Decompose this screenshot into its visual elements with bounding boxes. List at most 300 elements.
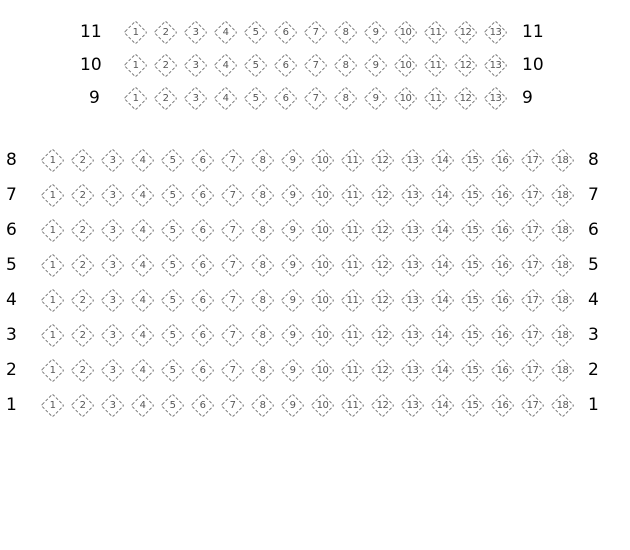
seat-button[interactable]: [40, 218, 64, 242]
seat-button[interactable]: [280, 253, 304, 277]
seat-button[interactable]: [280, 218, 304, 242]
seat-button[interactable]: [423, 53, 447, 77]
seat-button[interactable]: [333, 53, 357, 77]
seat-button[interactable]: [183, 20, 207, 44]
seat-number: 13: [406, 330, 419, 341]
seat-button[interactable]: [340, 393, 364, 417]
seat-number: 10: [316, 400, 329, 411]
seat-button[interactable]: [40, 393, 64, 417]
seat-number: 7: [229, 190, 236, 201]
seat-button[interactable]: [430, 253, 454, 277]
seat-button[interactable]: [363, 20, 387, 44]
seat-number: 15: [466, 225, 479, 236]
seat-number: 7: [312, 60, 319, 71]
seat-button[interactable]: [243, 53, 267, 77]
seat-button[interactable]: [130, 393, 154, 417]
seat-button[interactable]: [40, 358, 64, 382]
seat-number: 3: [109, 260, 116, 271]
seat-button[interactable]: [550, 183, 574, 207]
seat-number: 14: [436, 225, 449, 236]
seat-number: 9: [289, 330, 296, 341]
seat-number: 8: [342, 60, 349, 71]
seat-number: 1: [49, 400, 56, 411]
seat-button[interactable]: [160, 253, 184, 277]
seat-number: 11: [346, 295, 359, 306]
seat-number: 7: [229, 400, 236, 411]
seat-button[interactable]: [520, 148, 544, 172]
seat-button[interactable]: [460, 323, 484, 347]
seat-button[interactable]: [130, 288, 154, 312]
seat-button[interactable]: [70, 183, 94, 207]
seat-number: 14: [436, 190, 449, 201]
seat-button[interactable]: [220, 358, 244, 382]
seat-button[interactable]: [220, 253, 244, 277]
seat-button[interactable]: [550, 253, 574, 277]
seat-button[interactable]: [460, 253, 484, 277]
seat-number: 3: [192, 93, 199, 104]
seat-number: 3: [109, 190, 116, 201]
row-label-left: 9: [89, 88, 100, 108]
seat-button[interactable]: [40, 323, 64, 347]
seat-button[interactable]: [303, 20, 327, 44]
seat-button[interactable]: [490, 148, 514, 172]
seat-button[interactable]: [430, 393, 454, 417]
seat-number: 2: [79, 365, 86, 376]
seat-number: 2: [162, 93, 169, 104]
seat-button[interactable]: [370, 358, 394, 382]
seat-number: 2: [79, 295, 86, 306]
seat-number: 4: [222, 27, 229, 38]
seat-button[interactable]: [520, 253, 544, 277]
seat-number: 13: [406, 190, 419, 201]
seat-button[interactable]: [100, 148, 124, 172]
seat-button[interactable]: [250, 253, 274, 277]
seat-button[interactable]: [550, 358, 574, 382]
seat-button[interactable]: [310, 148, 334, 172]
seat-button[interactable]: [153, 86, 177, 110]
seat-button[interactable]: [213, 53, 237, 77]
seat-button[interactable]: [40, 148, 64, 172]
seat-number: 10: [399, 93, 412, 104]
seat-number: 2: [79, 225, 86, 236]
seat-button[interactable]: [460, 288, 484, 312]
seat-number: 17: [526, 225, 539, 236]
seat-number: 8: [259, 330, 266, 341]
seat-number: 8: [259, 225, 266, 236]
seat-number: 13: [406, 295, 419, 306]
row-label-right: 5: [588, 255, 599, 275]
seat-number: 16: [496, 155, 509, 166]
seat-button[interactable]: [400, 393, 424, 417]
seat-number: 8: [259, 400, 266, 411]
seat-number: 9: [372, 93, 379, 104]
seat-button[interactable]: [520, 393, 544, 417]
seat-number: 16: [496, 190, 509, 201]
seat-number: 13: [406, 155, 419, 166]
seat-button[interactable]: [453, 86, 477, 110]
seat-button[interactable]: [550, 393, 574, 417]
seat-button[interactable]: [220, 183, 244, 207]
seat-number: 6: [199, 400, 206, 411]
seat-number: 2: [79, 190, 86, 201]
seat-button[interactable]: [483, 86, 507, 110]
row-label-left: 8: [6, 150, 17, 170]
seat-button[interactable]: [280, 183, 304, 207]
seat-button[interactable]: [423, 20, 447, 44]
seat-button[interactable]: [100, 253, 124, 277]
seat-button[interactable]: [303, 86, 327, 110]
seat-number: 9: [289, 400, 296, 411]
seat-button[interactable]: [190, 148, 214, 172]
seat-button[interactable]: [393, 20, 417, 44]
seat-button[interactable]: [273, 53, 297, 77]
seat-button[interactable]: [453, 53, 477, 77]
seat-number: 17: [526, 155, 539, 166]
seat-button[interactable]: [70, 323, 94, 347]
seat-button[interactable]: [490, 288, 514, 312]
seat-number: 14: [436, 295, 449, 306]
seat-button[interactable]: [213, 20, 237, 44]
seat-button[interactable]: [310, 323, 334, 347]
seat-number: 6: [199, 155, 206, 166]
seat-button[interactable]: [243, 86, 267, 110]
seat-button[interactable]: [370, 253, 394, 277]
seat-button[interactable]: [123, 86, 147, 110]
seat-number: 12: [376, 330, 389, 341]
seat-button[interactable]: [400, 323, 424, 347]
row-label-left: 11: [80, 22, 102, 42]
row-label-right: 10: [522, 55, 544, 75]
seat-button[interactable]: [393, 86, 417, 110]
seat-button[interactable]: [310, 288, 334, 312]
seat-number: 8: [342, 93, 349, 104]
seat-number: 18: [556, 155, 569, 166]
seat-button[interactable]: [490, 183, 514, 207]
seat-button[interactable]: [280, 288, 304, 312]
seat-number: 18: [556, 260, 569, 271]
seat-button[interactable]: [370, 218, 394, 242]
seat-button[interactable]: [520, 323, 544, 347]
seat-number: 2: [79, 155, 86, 166]
seat-number: 8: [342, 27, 349, 38]
seat-number: 13: [406, 225, 419, 236]
seat-button[interactable]: [130, 253, 154, 277]
seat-number: 13: [489, 27, 502, 38]
seat-number: 7: [229, 365, 236, 376]
seat-button[interactable]: [333, 20, 357, 44]
row-label-right: 9: [522, 88, 533, 108]
seat-button[interactable]: [370, 148, 394, 172]
row-label-right: 2: [588, 360, 599, 380]
seat-button[interactable]: [400, 148, 424, 172]
seat-number: 15: [466, 365, 479, 376]
seat-number: 16: [496, 330, 509, 341]
seat-number: 10: [316, 295, 329, 306]
seat-button[interactable]: [310, 358, 334, 382]
seat-button[interactable]: [310, 218, 334, 242]
seat-button[interactable]: [250, 288, 274, 312]
seat-button[interactable]: [100, 358, 124, 382]
seat-button[interactable]: [400, 183, 424, 207]
seat-button[interactable]: [453, 20, 477, 44]
seat-button[interactable]: [250, 148, 274, 172]
seat-number: 16: [496, 365, 509, 376]
seat-number: 7: [229, 260, 236, 271]
seat-button[interactable]: [130, 148, 154, 172]
seat-button[interactable]: [100, 183, 124, 207]
row-label-left: 7: [6, 185, 17, 205]
seat-button[interactable]: [550, 218, 574, 242]
seat-button[interactable]: [520, 288, 544, 312]
seat-button[interactable]: [430, 358, 454, 382]
seat-number: 4: [139, 155, 146, 166]
seat-button[interactable]: [70, 218, 94, 242]
seat-button[interactable]: [280, 148, 304, 172]
seat-number: 11: [429, 60, 442, 71]
seat-button[interactable]: [430, 148, 454, 172]
seat-button[interactable]: [40, 183, 64, 207]
seat-button[interactable]: [460, 358, 484, 382]
seat-button[interactable]: [370, 323, 394, 347]
seat-number: 11: [346, 155, 359, 166]
seat-button[interactable]: [370, 288, 394, 312]
seat-button[interactable]: [123, 53, 147, 77]
seat-button[interactable]: [160, 393, 184, 417]
seat-button[interactable]: [340, 148, 364, 172]
seat-button[interactable]: [460, 393, 484, 417]
seat-number: 1: [49, 365, 56, 376]
seat-number: 16: [496, 400, 509, 411]
seat-number: 9: [372, 27, 379, 38]
seat-number: 3: [109, 225, 116, 236]
seat-number: 12: [459, 60, 472, 71]
seat-number: 5: [169, 190, 176, 201]
seat-button[interactable]: [460, 218, 484, 242]
seat-number: 4: [139, 330, 146, 341]
seat-number: 3: [109, 330, 116, 341]
seat-button[interactable]: [190, 358, 214, 382]
seat-button[interactable]: [160, 183, 184, 207]
seat-number: 17: [526, 330, 539, 341]
seat-number: 7: [229, 225, 236, 236]
seat-button[interactable]: [213, 86, 237, 110]
seat-number: 18: [556, 225, 569, 236]
seat-button[interactable]: [490, 358, 514, 382]
seat-number: 12: [376, 260, 389, 271]
seat-button[interactable]: [250, 393, 274, 417]
seat-button[interactable]: [333, 86, 357, 110]
seat-button[interactable]: [130, 358, 154, 382]
seat-number: 11: [346, 330, 359, 341]
seat-button[interactable]: [430, 323, 454, 347]
seat-button[interactable]: [273, 86, 297, 110]
seat-button[interactable]: [520, 358, 544, 382]
seat-button[interactable]: [160, 218, 184, 242]
seat-button[interactable]: [400, 253, 424, 277]
seat-number: 7: [312, 27, 319, 38]
seat-number: 14: [436, 330, 449, 341]
seat-button[interactable]: [400, 358, 424, 382]
seat-number: 5: [169, 330, 176, 341]
row-label-left: 10: [80, 55, 102, 75]
seat-button[interactable]: [460, 183, 484, 207]
seat-button[interactable]: [160, 358, 184, 382]
seat-number: 4: [139, 295, 146, 306]
seat-number: 11: [346, 190, 359, 201]
seat-button[interactable]: [490, 253, 514, 277]
seat-number: 3: [109, 295, 116, 306]
seat-button[interactable]: [340, 323, 364, 347]
seat-number: 5: [169, 225, 176, 236]
seat-button[interactable]: [363, 86, 387, 110]
seat-button[interactable]: [310, 183, 334, 207]
seat-button[interactable]: [340, 288, 364, 312]
seat-button[interactable]: [130, 183, 154, 207]
seat-button[interactable]: [340, 358, 364, 382]
seat-button[interactable]: [160, 288, 184, 312]
seat-number: 12: [376, 190, 389, 201]
seat-button[interactable]: [160, 148, 184, 172]
seat-button[interactable]: [490, 393, 514, 417]
seat-number: 1: [49, 295, 56, 306]
seat-number: 11: [429, 93, 442, 104]
seat-button[interactable]: [130, 323, 154, 347]
seat-number: 11: [346, 225, 359, 236]
seat-button[interactable]: [490, 218, 514, 242]
seat-number: 5: [252, 93, 259, 104]
seat-button[interactable]: [550, 148, 574, 172]
seat-number: 6: [199, 260, 206, 271]
seat-button[interactable]: [430, 288, 454, 312]
seat-number: 4: [222, 60, 229, 71]
seat-button[interactable]: [160, 323, 184, 347]
seat-button[interactable]: [430, 218, 454, 242]
seat-number: 7: [229, 330, 236, 341]
seat-button[interactable]: [423, 86, 447, 110]
seat-button[interactable]: [393, 53, 417, 77]
seat-number: 14: [436, 400, 449, 411]
seat-button[interactable]: [340, 183, 364, 207]
seat-button[interactable]: [190, 253, 214, 277]
seat-button[interactable]: [40, 253, 64, 277]
seat-button[interactable]: [220, 288, 244, 312]
seat-button[interactable]: [190, 393, 214, 417]
seat-number: 7: [229, 295, 236, 306]
seat-button[interactable]: [153, 53, 177, 77]
seat-number: 5: [169, 260, 176, 271]
seat-number: 8: [259, 260, 266, 271]
seat-number: 10: [316, 365, 329, 376]
seat-button[interactable]: [100, 218, 124, 242]
seat-button[interactable]: [520, 183, 544, 207]
seat-button[interactable]: [100, 323, 124, 347]
seat-number: 10: [316, 190, 329, 201]
seat-button[interactable]: [400, 288, 424, 312]
seat-button[interactable]: [70, 253, 94, 277]
seat-number: 6: [199, 330, 206, 341]
seat-button[interactable]: [273, 20, 297, 44]
seat-button[interactable]: [70, 358, 94, 382]
seat-button[interactable]: [550, 288, 574, 312]
seat-button[interactable]: [153, 20, 177, 44]
seat-number: 6: [282, 27, 289, 38]
seat-button[interactable]: [220, 323, 244, 347]
seat-number: 12: [376, 365, 389, 376]
seat-button[interactable]: [483, 20, 507, 44]
seat-button[interactable]: [183, 86, 207, 110]
row-label-left: 2: [6, 360, 17, 380]
seat-button[interactable]: [370, 183, 394, 207]
seat-button[interactable]: [100, 288, 124, 312]
seat-button[interactable]: [520, 218, 544, 242]
seat-button[interactable]: [190, 183, 214, 207]
seat-button[interactable]: [280, 393, 304, 417]
seat-button[interactable]: [100, 393, 124, 417]
seat-number: 9: [372, 60, 379, 71]
seat-button[interactable]: [40, 288, 64, 312]
seat-number: 12: [376, 295, 389, 306]
seat-button[interactable]: [70, 148, 94, 172]
seat-number: 17: [526, 365, 539, 376]
seat-button[interactable]: [340, 253, 364, 277]
seat-button[interactable]: [280, 323, 304, 347]
seat-number: 6: [199, 365, 206, 376]
seat-button[interactable]: [220, 393, 244, 417]
seat-button[interactable]: [550, 323, 574, 347]
seat-number: 9: [289, 190, 296, 201]
seat-button[interactable]: [460, 148, 484, 172]
seat-number: 9: [289, 225, 296, 236]
seat-button[interactable]: [190, 218, 214, 242]
seat-button[interactable]: [483, 53, 507, 77]
seat-button[interactable]: [250, 323, 274, 347]
seat-button[interactable]: [250, 358, 274, 382]
seat-number: 5: [169, 400, 176, 411]
seat-number: 10: [316, 260, 329, 271]
seat-button[interactable]: [220, 148, 244, 172]
seat-button[interactable]: [303, 53, 327, 77]
seat-button[interactable]: [430, 183, 454, 207]
seat-button[interactable]: [400, 218, 424, 242]
seat-button[interactable]: [310, 253, 334, 277]
seat-number: 13: [406, 400, 419, 411]
seat-button[interactable]: [70, 288, 94, 312]
seat-button[interactable]: [190, 288, 214, 312]
seat-button[interactable]: [310, 393, 334, 417]
seat-number: 10: [316, 330, 329, 341]
seat-number: 14: [436, 260, 449, 271]
seat-button[interactable]: [183, 53, 207, 77]
seat-button[interactable]: [243, 20, 267, 44]
seat-button[interactable]: [280, 358, 304, 382]
seat-button[interactable]: [250, 218, 274, 242]
seat-number: 10: [316, 225, 329, 236]
row-label-left: 5: [6, 255, 17, 275]
seat-button[interactable]: [130, 218, 154, 242]
seat-button[interactable]: [250, 183, 274, 207]
seat-button[interactable]: [123, 20, 147, 44]
seat-number: 18: [556, 190, 569, 201]
seat-button[interactable]: [70, 393, 94, 417]
seat-button[interactable]: [490, 323, 514, 347]
seat-button[interactable]: [340, 218, 364, 242]
seat-button[interactable]: [190, 323, 214, 347]
seat-number: 3: [192, 60, 199, 71]
seat-button[interactable]: [363, 53, 387, 77]
seat-button[interactable]: [220, 218, 244, 242]
seat-button[interactable]: [370, 393, 394, 417]
seat-number: 5: [252, 60, 259, 71]
